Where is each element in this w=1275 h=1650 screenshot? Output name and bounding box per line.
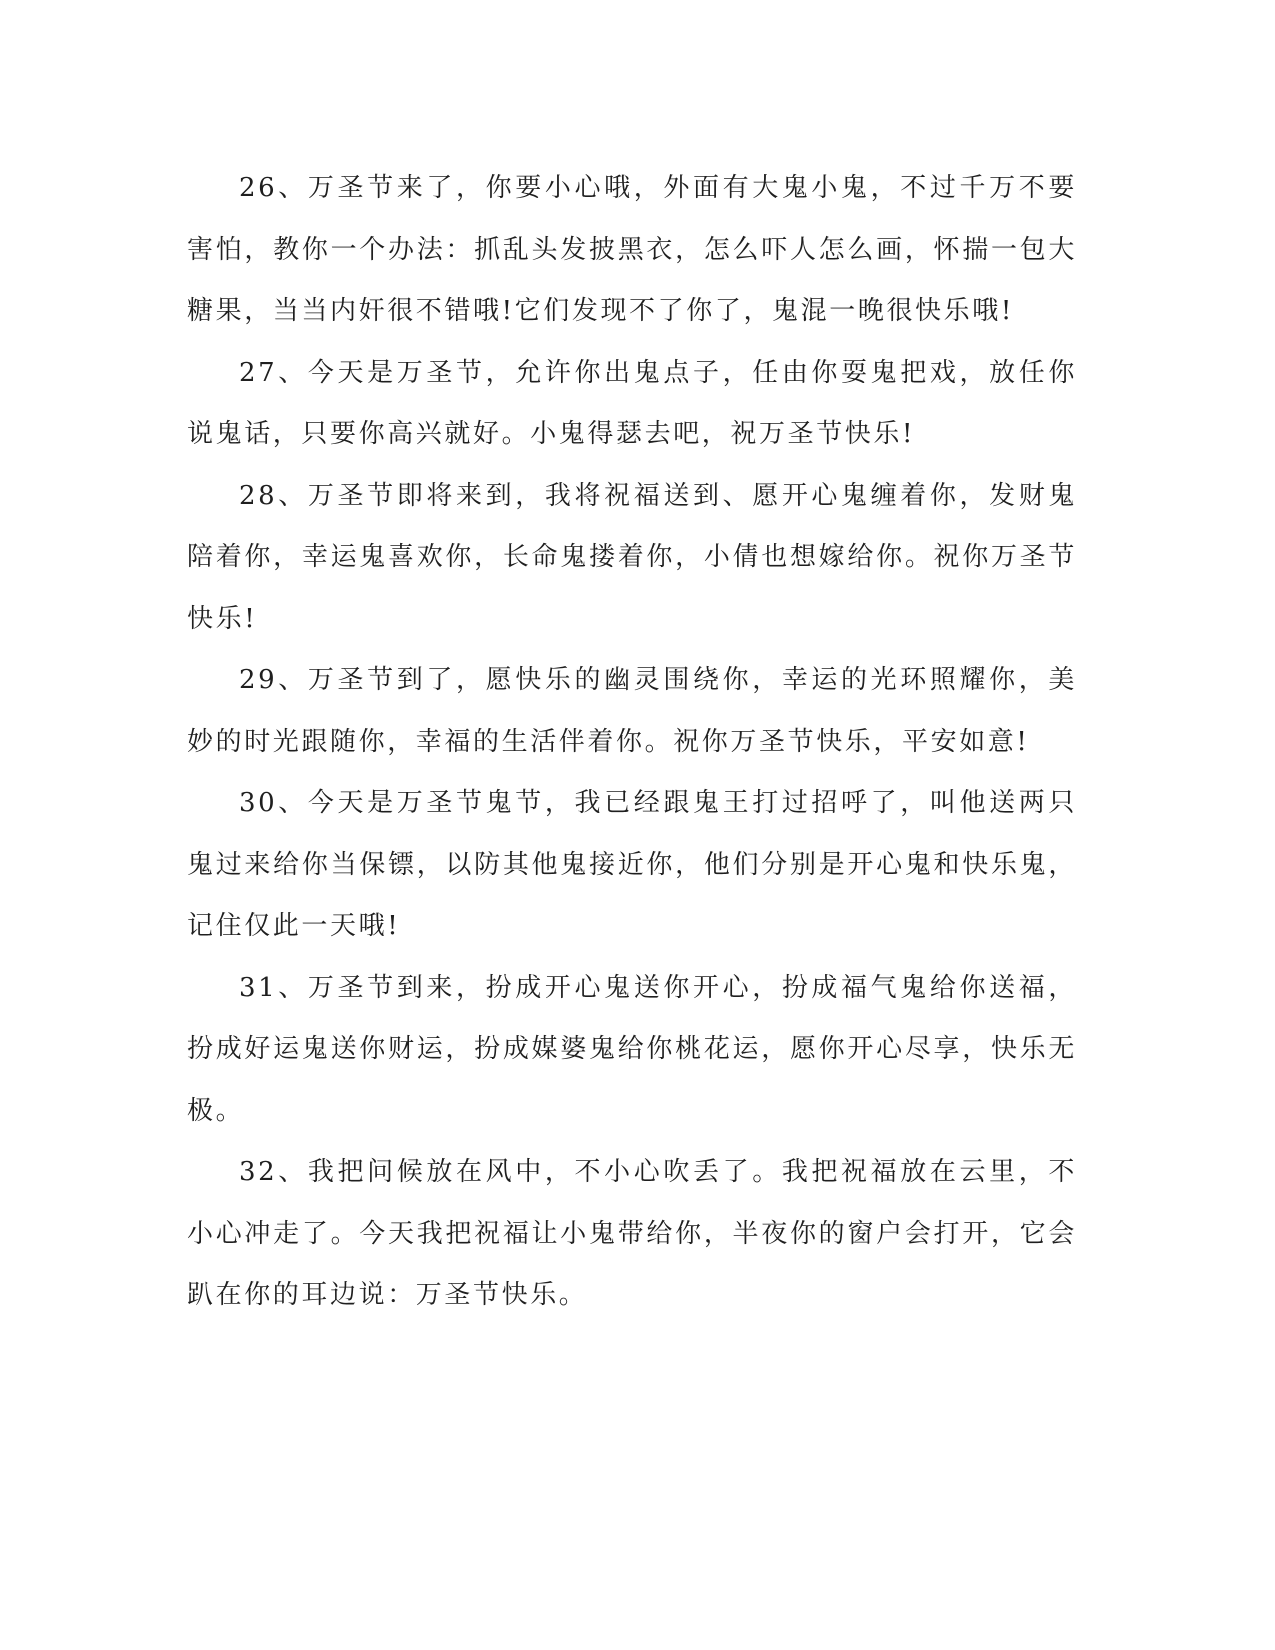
paragraph-28: 28、万圣节即将来到，我将祝福送到、愿开心鬼缠着你，发财鬼陪着你，幸运鬼喜欢你，长命鬼搂着你，小倩也想嫁给你。祝你万圣节快乐! bbox=[187, 480, 1077, 634]
paragraph-27: 27、今天是万圣节，允许你出鬼点子，任由你耍鬼把戏，放任你说鬼话，只要你高兴就好。小鬼得瑟去吧，祝万圣节快乐! bbox=[187, 357, 1077, 449]
paragraph-30: 30、今天是万圣节鬼节，我已经跟鬼王打过招呼了，叫他送两只鬼过来给你当保镖，以防其他鬼接近你，他们分别是开心鬼和快乐鬼，记住仅此一天哦! bbox=[187, 788, 1077, 941]
paragraph-26: 26、万圣节来了，你要小心哦，外面有大鬼小鬼，不过千万不要害怕，教你一个办法：抓乱头发披黑衣，怎么吓人怎么画，怀揣一包大糖果，当当内奸很不错哦!它们发现不了你了，鬼混一晚很快乐哦! bbox=[187, 173, 1077, 326]
paragraph-31: 31、万圣节到来，扮成开心鬼送你开心，扮成福气鬼给你送福，扮成好运鬼送你财运，扮成媒婆鬼给你桃花运，愿你开心尽享，快乐无极。 bbox=[187, 972, 1077, 1126]
paragraph-29: 29、万圣节到了，愿快乐的幽灵围绕你，幸运的光环照耀你，美妙的时光跟随你，幸福的生活伴着你。祝你万圣节快乐，平安如意! bbox=[187, 665, 1077, 757]
paragraph-32: 32、我把问候放在风中，不小心吹丢了。我把祝福放在云里，不小心冲走了。今天我把祝福让小鬼带给你，半夜你的窗户会打开，它会趴在你的耳边说：万圣节快乐。 bbox=[187, 1157, 1077, 1310]
document-body bbox=[187, 158, 1077, 1327]
